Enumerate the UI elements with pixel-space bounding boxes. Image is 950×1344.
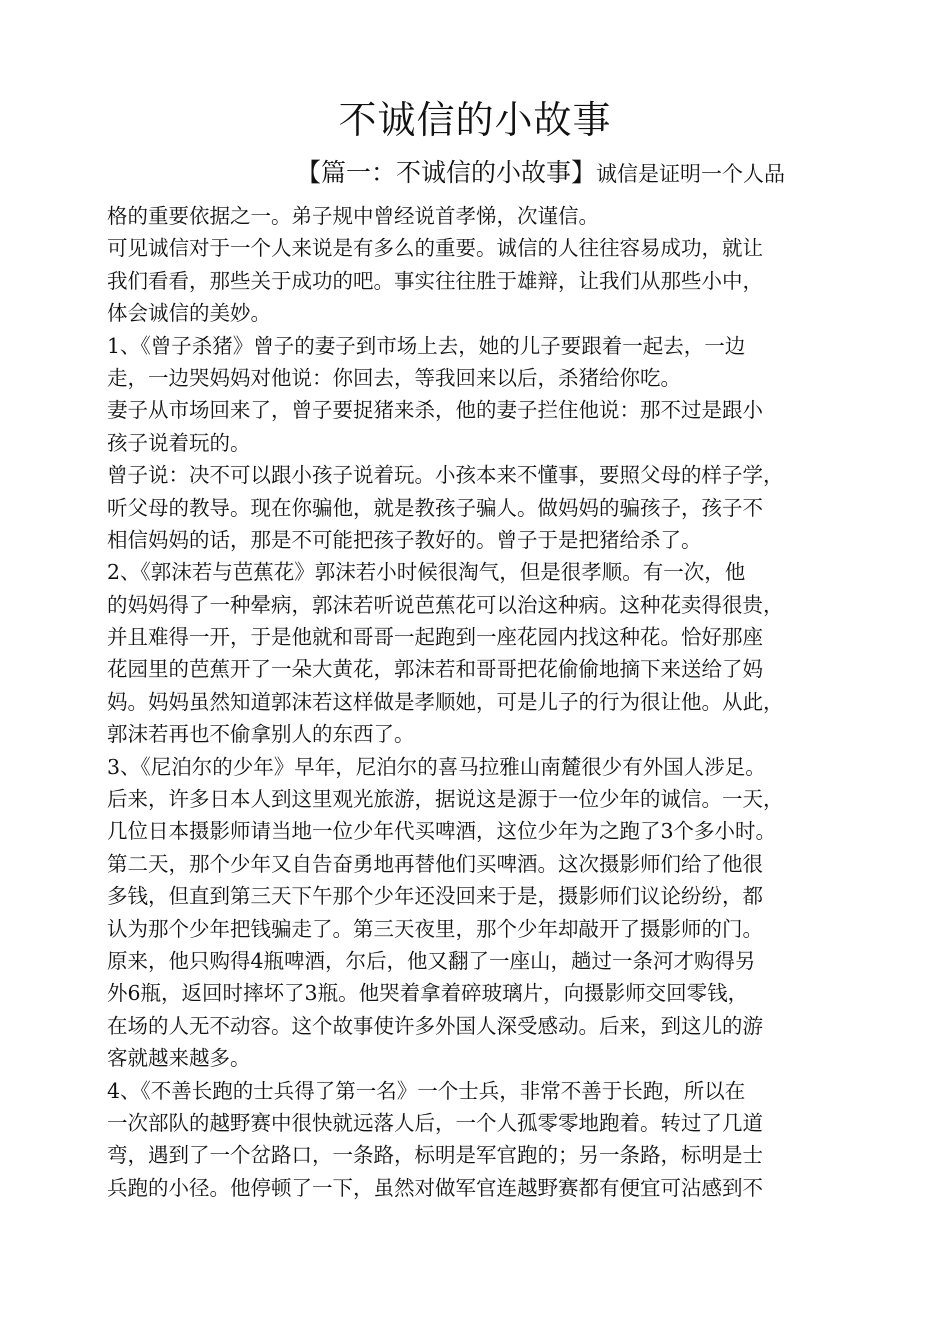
- section-heading-label: 【篇一：不诚信的小故事】: [296, 158, 597, 187]
- body-text-line: 可见诚信对于一个人来说是有多么的重要。诚信的人往往容易成功，就让: [107, 236, 763, 261]
- body-text-line: 弯，遇到了一个岔路口，一条路，标明是军官跑的；另一条路，标明是士: [107, 1143, 763, 1168]
- body-text-line: 妈。妈妈虽然知道郭沫若这样做是孝顺她，可是儿子的行为很让他。从此，: [107, 689, 784, 714]
- body-text-line: 相信妈妈的话，那是不可能把孩子教好的。曾子于是把猪给杀了。: [107, 527, 702, 552]
- body-text-line: 走，一边哭妈妈对他说：你回去，等我回来以后，杀猪给你吃。: [107, 365, 681, 390]
- section-heading-lead-text: 诚信是证明一个人品: [596, 162, 786, 186]
- body-text-line: 几位日本摄影师请当地一位少年代买啤酒，这位少年为之跑了3个多小时。: [107, 819, 777, 844]
- body-text-line: 原来，他只购得4瓶啤酒，尔后，他又翻了一座山，趟过一条河才购得另: [107, 948, 756, 973]
- body-text-line: 曾子说：决不可以跟小孩子说着玩。小孩本来不懂事，要照父母的样子学，: [107, 463, 784, 488]
- body-text-line: 多钱，但直到第三天下午那个少年还没回来于是，摄影师们议论纷纷，都: [107, 884, 763, 909]
- section-heading: [296, 156, 856, 191]
- body-text-line: 体会诚信的美妙。: [107, 301, 271, 326]
- document-body: [107, 200, 867, 1204]
- body-text-line: 格的重要依据之一。弟子规中曾经说首孝悌，次谨信。: [107, 204, 599, 228]
- body-text-line: 客就越来越多。: [107, 1046, 251, 1071]
- body-text-line: 郭沫若再也不偷拿别人的东西了。: [107, 722, 415, 747]
- body-text-line: 后来，许多日本人到这里观光旅游，据说这是源于一位少年的诚信。一天，: [107, 787, 784, 812]
- body-text-line: 认为那个少年把钱骗走了。第三天夜里，那个少年却敲开了摄影师的门。: [107, 916, 763, 941]
- body-text-line: 孩子说着玩的。: [107, 430, 251, 455]
- body-text-line: 的妈妈得了一种晕病，郭沫若听说芭蕉花可以治这种病。这种花卖得很贵，: [107, 592, 784, 617]
- body-text-line: 第二天，那个少年又自告奋勇地再替他们买啤酒。这次摄影师们给了他很: [107, 851, 763, 876]
- body-text-line: 花园里的芭蕉开了一朵大黄花，郭沫若和哥哥把花偷偷地摘下来送给了妈: [107, 657, 763, 682]
- body-text-line: 兵跑的小径。他停顿了一下，虽然对做军官连越野赛都有便宜可沾感到不: [107, 1175, 763, 1200]
- body-text-line: 3、《尼泊尔的少年》早年，尼泊尔的喜马拉雅山南麓很少有外国人涉足。: [107, 754, 766, 779]
- body-text-line: 一次部队的越野赛中很快就远落人后，一个人孤零零地跑着。转过了几道: [107, 1110, 763, 1135]
- document-title: 不诚信的小故事: [338, 98, 612, 142]
- body-text-line: 1、《曾子杀猪》曾子的妻子到市场上去，她的儿子要跟着一起去，一边: [107, 333, 746, 358]
- body-text-line: 我们看看，那些关于成功的吧。事实往往胜于雄辩，让我们从那些小中，: [107, 268, 763, 293]
- body-text-line: 4、《不善长跑的士兵得了第一名》一个士兵，非常不善于长跑，所以在: [107, 1078, 746, 1103]
- body-text-line: 在场的人无不动容。这个故事使许多外国人深受感动。后来，到这儿的游: [107, 1013, 763, 1038]
- body-text-line: 并且难得一开，于是他就和哥哥一起跑到一座花园内找这种花。恰好那座: [107, 625, 763, 650]
- body-text-line: 听父母的教导。现在你骗他，就是教孩子骗人。做妈妈的骗孩子，孩子不: [107, 495, 763, 520]
- body-text-line: 妻子从市场回来了，曾子要捉猪来杀，他的妻子拦住他说：那不过是跟小: [107, 398, 763, 423]
- body-text-line: 2、《郭沫若与芭蕉花》郭沫若小时候很淘气，但是很孝顺。有一次，他: [107, 560, 746, 585]
- body-text-line: 外6瓶，返回时摔坏了3瓶。他哭着拿着碎玻璃片，向摄影师交回零钱，: [107, 981, 749, 1006]
